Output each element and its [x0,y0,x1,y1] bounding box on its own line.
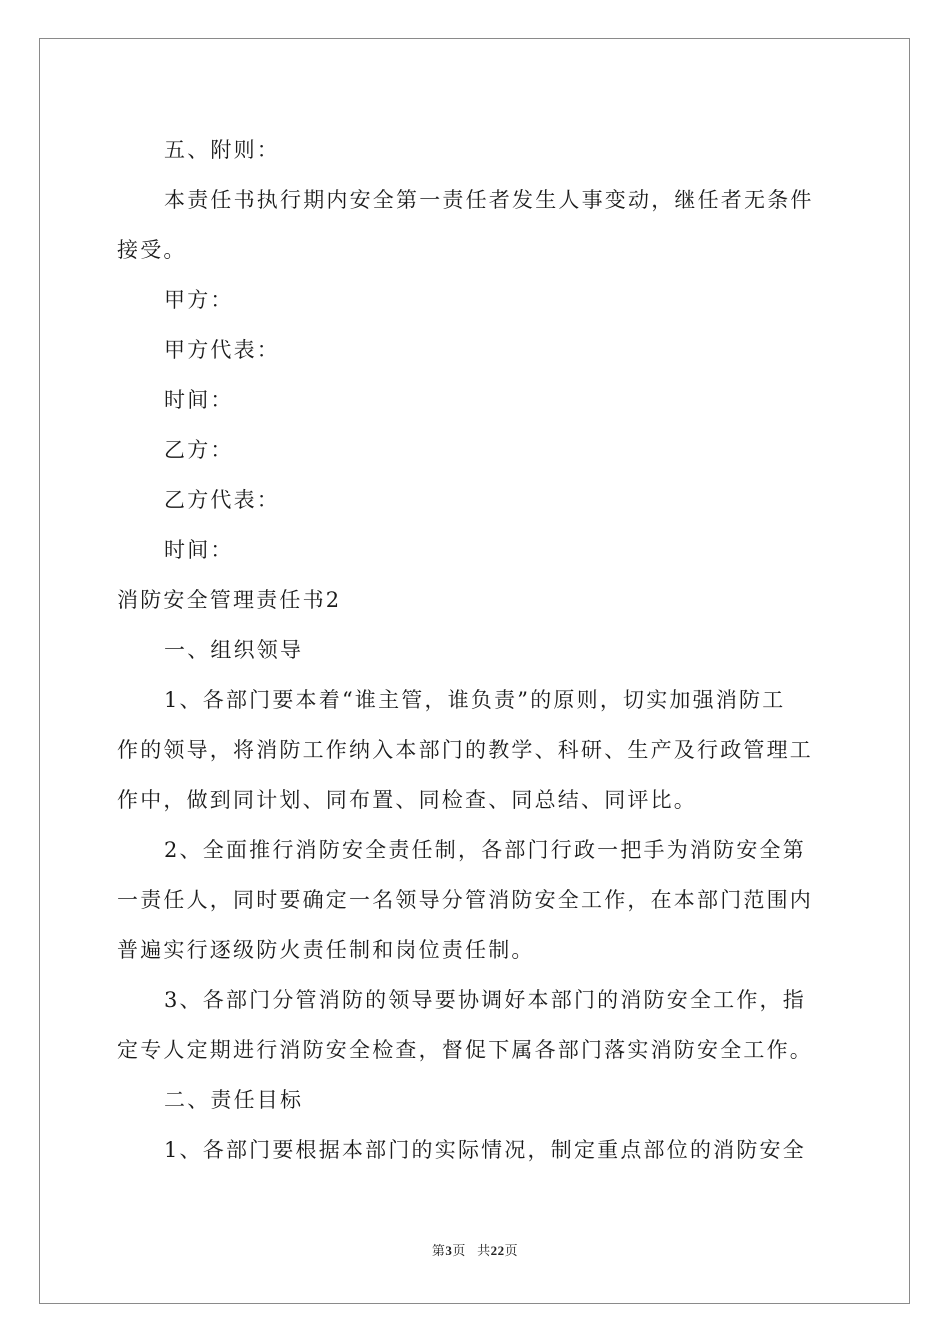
text-line: 时间： [164,388,234,412]
page-number: 3 [445,1243,453,1258]
page-footer [0,1240,950,1259]
page-suffix: 页 [452,1243,466,1258]
text-line: 接受。 [117,238,187,262]
text-line: 作中，做到同计划、同布置、同检查、同总结、同评比。 [117,788,697,812]
total-prefix: 共 [477,1243,491,1258]
text-line: 2、全面推行消防安全责任制，各部门行政一把手为消防安全第 [164,838,806,862]
text-line: 作的领导，将消防工作纳入本部门的教学、科研、生产及行政管理工 [117,738,813,762]
total-suffix: 页 [504,1243,519,1258]
text-line: 1、各部门要根据本部门的实际情况，制定重点部位的消防安全 [164,1138,806,1162]
text-line: 3、各部门分管消防的领导要协调好本部门的消防安全工作，指 [164,988,806,1012]
text-line: 五、附则： [164,138,280,162]
text-line: 普遍实行逐级防火责任制和岗位责任制。 [117,938,535,962]
text-line: 定专人定期进行消防安全检查，督促下属各部门落实消防安全工作。 [117,1038,813,1062]
text-line: 乙方代表： [164,488,280,512]
text-line: 一责任人，同时要确定一名领导分管消防安全工作，在本部门范围内 [117,888,813,912]
text-line: 1、各部门要本着“谁主管，谁负责”的原则，切实加强消防工 [164,688,786,712]
text-line: 本责任书执行期内安全第一责任者发生人事变动，继任者无条件 [164,188,814,212]
text-line: 二、责任目标 [164,1088,304,1112]
text-line: 甲方代表： [164,338,280,362]
page-prefix: 第 [431,1243,446,1258]
text-line: 时间： [164,538,234,562]
total-pages: 22 [490,1243,505,1258]
text-line: 甲方： [164,288,234,312]
document-body [117,125,832,1175]
text-line: 消防安全管理责任书2 [117,588,342,612]
text-line: 乙方： [164,438,234,462]
text-line: 一、组织领导 [164,638,304,662]
